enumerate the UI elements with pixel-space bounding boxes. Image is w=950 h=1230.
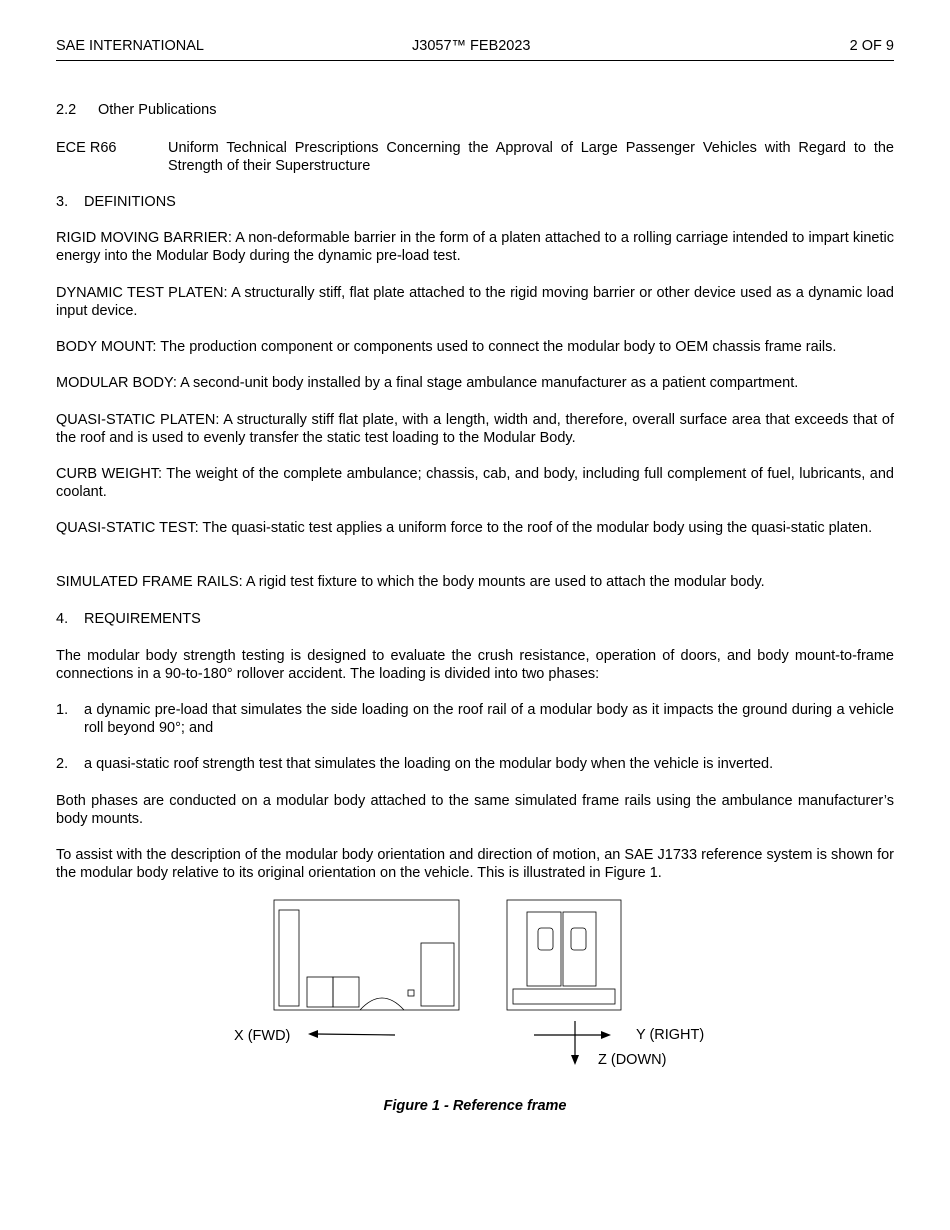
rear-door — [279, 910, 299, 1006]
phase-number: 2. — [56, 756, 69, 772]
rear-bumper — [513, 989, 615, 1004]
phase-number: 1. — [56, 702, 69, 718]
phase-item — [56, 755, 894, 773]
section-2-2-heading — [56, 101, 894, 119]
phase-text: a dynamic pre-load that simulates the side loading on the roof rail of a modular body as it impacts the ground during a vehicle roll beyond 90°; and — [84, 702, 894, 736]
definition-rigid-moving-barrier: RIGID MOVING BARRIER: A non-deformable barrier in the form of a platen attached to a rolling carriage intended to impart kinetic energy into the Modular Body during the dynamic pre-load test. — [56, 230, 894, 264]
wheel-well — [360, 998, 404, 1010]
section-title: REQUIREMENTS — [84, 611, 201, 627]
rear-door-right — [563, 912, 596, 986]
section-number: 2.2 — [56, 102, 77, 118]
definition-quasi-static-platen: QUASI-STATIC PLATEN: A structurally stiff flat plate, with a length, width and, therefore, overall surface area that exceeds that of the roof and is used to evenly transfer the static test loading to the Modular Body. — [56, 412, 894, 446]
z-axis-label: Z (DOWN) — [598, 1052, 667, 1068]
compartment-door-right — [333, 977, 359, 1007]
header-org: SAE INTERNATIONAL — [56, 38, 204, 54]
y-axis-label: Y (RIGHT) — [636, 1027, 705, 1043]
section-3-heading — [56, 193, 894, 211]
section-title: Other Publications — [98, 102, 217, 118]
phase-item — [56, 701, 894, 737]
rear-door-left — [527, 912, 561, 986]
window-right — [571, 928, 586, 950]
requirements-intro: The modular body strength testing is designed to evaluate the crush resistance, operation of doors, and body mount-to-frame connections in a 90-to-180° rollover accident. The loading is divided into two phases: — [56, 648, 894, 682]
figure-side-view — [272, 898, 462, 1014]
section-number: 3. — [56, 194, 69, 210]
definition-modular-body: MODULAR BODY: A second-unit body installed by a final stage ambulance manufacturer as a patient compartment. — [56, 375, 799, 391]
window-left — [538, 928, 553, 950]
small-vent — [408, 990, 414, 996]
reference-ece-r66 — [56, 139, 894, 175]
paragraph-both-phases: Both phases are conducted on a modular body attached to the same simulated frame rails using the ambulance manufacturer’s body mounts. — [56, 793, 894, 827]
paragraph-reference-system: To assist with the description of the modular body orientation and direction of motion, an SAE J1733 reference system is shown for the modular body relative to its original orientation on the vehicle. This is illustrated in Figure 1. — [56, 847, 894, 881]
phase-text: a quasi-static roof strength test that simulates the loading on the modular body when the vehicle is inverted. — [84, 756, 774, 772]
body-outline — [507, 900, 621, 1010]
header-doc-id: J3057™ FEB2023 — [412, 38, 531, 54]
figure-rear-view — [505, 898, 625, 1014]
definition-dynamic-test-platen: DYNAMIC TEST PLATEN: A structurally stiff, flat plate attached to the rigid moving barrier or other device used as a dynamic load input device. — [56, 285, 894, 319]
reference-text: Uniform Technical Prescriptions Concerning the Approval of Large Passenger Vehicles with Regard to the Strength of their Superstructure — [168, 140, 894, 174]
definition-body-mount: BODY MOUNT: The production component or components used to connect the modular body to OEM chassis frame rails. — [56, 339, 837, 355]
body-outline — [274, 900, 459, 1010]
reference-id: ECE R66 — [56, 140, 117, 156]
header-page-number: 2 OF 9 — [849, 38, 894, 54]
compartment-door-left — [307, 977, 333, 1007]
x-axis-label: X (FWD) — [234, 1028, 291, 1044]
side-door — [421, 943, 454, 1006]
page-header — [56, 38, 894, 61]
section-number: 4. — [56, 611, 69, 627]
definition-quasi-static-test: QUASI-STATIC TEST: The quasi-static test applies a uniform force to the roof of the modular body using the quasi-static platen. — [56, 520, 873, 536]
section-4-heading — [56, 610, 894, 628]
definition-simulated-frame-rails: SIMULATED FRAME RAILS: A rigid test fixture to which the body mounts are used to attach the modular body. — [56, 574, 765, 590]
section-title: DEFINITIONS — [84, 194, 176, 210]
x-fwd-arrow — [306, 1026, 398, 1042]
definition-curb-weight: CURB WEIGHT: The weight of the complete ambulance; chassis, cab, and body, including full complement of fuel, lubricants, and coolant. — [56, 466, 894, 500]
figure-caption: Figure 1 - Reference frame — [383, 1098, 567, 1114]
